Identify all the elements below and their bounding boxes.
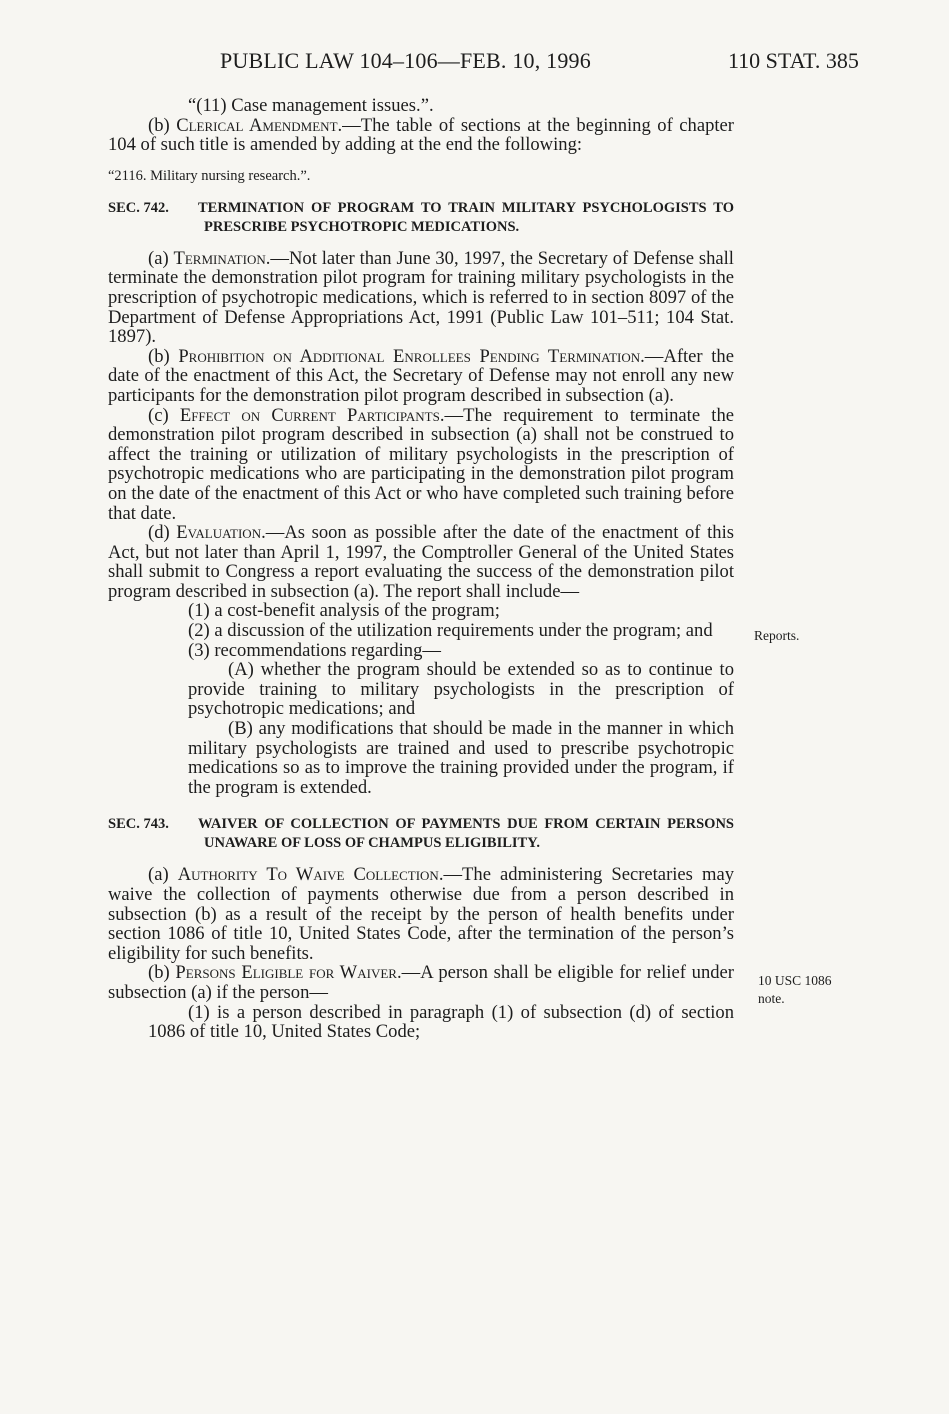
- sec-743-a-heading: Authority To Waive Collection: [177, 864, 439, 886]
- item-11-line: “(11) Case management issues.”.: [188, 95, 434, 116]
- sec-742-c-heading: Effect on Current Participants: [179, 404, 440, 426]
- sec-743-b-heading: Persons Eligible for Waiver: [175, 962, 397, 984]
- header-stat-page: 110 STAT. 385: [728, 48, 859, 73]
- margin-note-usc-line1: 10 USC 1086: [758, 973, 832, 988]
- sec-742-number: SEC. 742.: [108, 199, 169, 216]
- sec-743-b-item-1: (1) is a person described in paragraph (1) of subsection (d) of section 1086 of title 10, United States Code;: [148, 1001, 734, 1043]
- sec-742-b-label: (b): [148, 345, 179, 367]
- sec-742-d-item-3B: (B) any modifications that should be made in the manner in which military psychologists are trained and used to prescribe psychotropic medications so as to improve the training provided under the program, if the program is extended.: [188, 718, 734, 798]
- sec-742-d-item-2: (2) a discussion of the utilization requirements under the program; and: [188, 620, 713, 642]
- sec-742-a-label: (a): [148, 247, 174, 269]
- sec-742-title: TERMINATION OF PROGRAM TO TRAIN MILITARY PSYCHOLOGISTS TO PRESCRIBE PSYCHOTROPIC MEDICATIONS.: [198, 199, 734, 235]
- sec-742-b-heading: Prohibition on Additional Enrollees Pending Termination: [178, 345, 641, 367]
- sec-742-d-label: (d): [148, 522, 177, 544]
- sec-743-b-text: .—A person shall be eligible for relief under subsection (a) if the person—: [108, 962, 734, 1003]
- sec-742-b-text: .—After the date of the enactment of this Act, the Secretary of Defense may not enroll any new participants for the demonstration pilot program described in subsection (a).: [108, 345, 734, 406]
- sec-743-a-text: .—The administering Secretaries may waive the collection of payments otherwise due from a person described in subsection (b) as a result of the receipt by the person of health benefits under section 1086 of title 10, United States Code, after the termination of the person’s eligibility for such benefits.: [108, 864, 734, 964]
- sec-742-d-text: .—As soon as possible after the date of the enactment of this Act, but not later than April 1, 1997, the Comptroller General of the United States shall submit to Congress a report evaluating the success of the demonstration pilot program described in subsection (a). The report shall include—: [108, 522, 734, 602]
- margin-note-usc: [758, 972, 832, 1008]
- sec-742-a-text: .—Not later than June 30, 1997, the Secretary of Defense shall terminate the demonstration pilot program for training military psychologists in the prescription of psychotropic medications, which is referred to in section 8097 of the Department of Defense Appropriations Act, 1991 (Public Law 101–511; 104 Stat. 1897).: [108, 247, 734, 348]
- sec-742-d-item-1: (1) a cost-benefit analysis of the program;: [188, 600, 500, 622]
- sec-742-c-text: .—The requirement to terminate the demonstration pilot program described in subsection (a) shall not be construed to affect the training or utilization of military psychologists in the prescription of psychotropic medications who are participating in the demonstration pilot program on the date of the enactment of this Act or who have completed such training before that date.: [108, 404, 734, 524]
- clerical-heading: Clerical Amendment: [176, 114, 338, 136]
- margin-note-reports: Reports.: [754, 628, 800, 643]
- margin-note-usc-line2: note.: [758, 991, 785, 1006]
- sec-743-b-label: (b): [148, 962, 176, 984]
- page-body: [108, 96, 734, 1042]
- header-law-citation: PUBLIC LAW 104–106—FEB. 10, 1996: [220, 48, 591, 73]
- sec-743-number: SEC. 743.: [108, 816, 169, 833]
- sec-742-heading: [108, 199, 734, 237]
- section-table-quote: “2116. Military nursing research.”.: [108, 167, 311, 184]
- sec-742-subsection-a: [108, 249, 734, 347]
- clerical-amendment-paragraph: [108, 116, 734, 155]
- sec-743-subsection-b: [108, 963, 734, 1002]
- sec-743-a-label: (a): [148, 864, 178, 886]
- sec-742-a-heading: Termination: [173, 247, 266, 269]
- sec-742-subsection-b: [108, 347, 734, 406]
- sec-742-d-item-3A: (A) whether the program should be extended so as to continue to provide training to military psychologists in the prescription of psychotropic medications; and: [188, 659, 734, 720]
- sec-743-subsection-a: [108, 865, 734, 963]
- running-header: [0, 48, 949, 78]
- sec-743-title: WAIVER OF COLLECTION OF PAYMENTS DUE FROM CERTAIN PERSONS UNAWARE OF LOSS OF CHAMPUS ELIGIBILITY.: [198, 816, 734, 852]
- sec-743-heading: [108, 815, 734, 853]
- sec-742-subsection-c: [108, 406, 734, 524]
- sec-742-c-label: (c): [148, 404, 180, 426]
- sec-742-d-item-3: (3) recommendations regarding—: [188, 639, 441, 661]
- sec-742-d-heading: Evaluation: [176, 522, 262, 544]
- clerical-label: (b): [148, 114, 177, 136]
- sec-742-subsection-d: [108, 523, 734, 601]
- clerical-text: .—The table of sections at the beginning of chapter 104 of such title is amended by adding at the end the following:: [108, 114, 734, 156]
